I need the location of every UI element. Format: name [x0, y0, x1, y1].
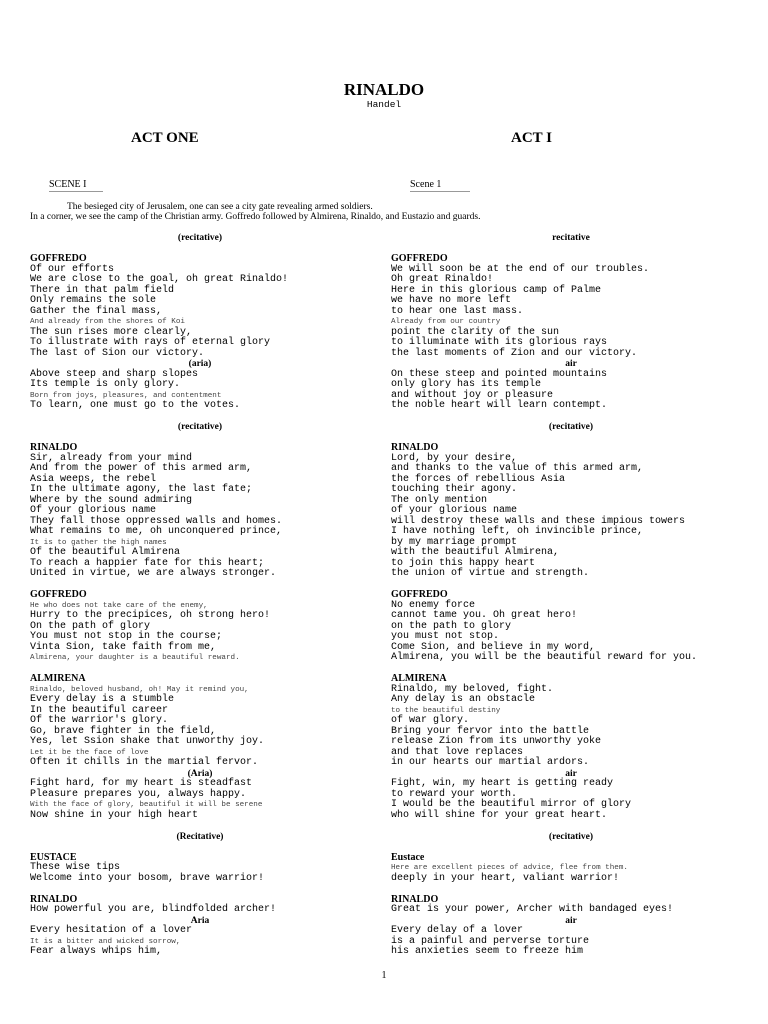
libretto-line: to reward your worth. — [391, 788, 518, 800]
spacer — [30, 433, 370, 444]
stage-direction-line-1: The besieged city of Jerusalem, one can see a city gate revealing armed soldiers. — [67, 202, 373, 212]
spacer — [30, 412, 370, 423]
libretto-line: Of the warrior's glory. — [30, 715, 169, 726]
spacer — [30, 884, 370, 895]
libretto-line: How powerful you are, blindfolded archer! — [30, 904, 277, 915]
libretto-line: In the beautiful career — [30, 704, 169, 716]
libretto-line: Go, brave fighter in the field, — [30, 725, 217, 737]
libretto-line: by my marriage prompt — [391, 536, 518, 548]
libretto-line: of your glorious name — [391, 505, 518, 516]
section-label: recitative — [552, 233, 590, 243]
section-label: (recitative) — [177, 233, 223, 243]
libretto-line: to join this happy heart — [391, 557, 536, 569]
libretto-line: the last moments of Zion and our victory. — [391, 347, 638, 359]
libretto-line: Almirena, your daughter is a beautiful reward. — [30, 654, 240, 662]
speaker-name: ALMIRENA — [391, 673, 447, 684]
libretto-line: It is a bitter and wicked sorrow, — [30, 937, 181, 946]
libretto-line: No enemy force — [391, 599, 476, 611]
libretto-line: the noble heart will learn contempt. — [391, 400, 608, 411]
libretto-line: Where by the sound admiring — [30, 494, 193, 506]
libretto-line: Welcome into your bosom, brave warrior! — [30, 872, 265, 884]
section-label: (Aria) — [187, 768, 213, 779]
speaker-name: GOFFREDO — [391, 253, 448, 264]
libretto-line: Gather the final mass, — [30, 305, 163, 317]
libretto-line: on the path to glory — [391, 620, 512, 632]
speaker-name: Eustace — [391, 851, 425, 863]
libretto-line: point the clarity of the sun — [391, 326, 560, 338]
page-number: 1 — [381, 970, 387, 981]
libretto-line: Here are excellent pieces of advice, flee from them. — [391, 864, 628, 872]
libretto-line: Sir, already from your mind — [30, 452, 193, 464]
libretto-line: Any delay is an obstacle — [391, 694, 536, 705]
libretto-line: to illuminate with its glorious rays — [391, 337, 608, 348]
libretto-line: the forces of rebellious Asia — [391, 473, 566, 485]
libretto-line: Let it be the face of love — [30, 748, 149, 757]
speaker-name: RINALDO — [391, 893, 439, 905]
libretto-line: deeply in your heart, valiant warrior! — [391, 872, 620, 884]
libretto-line: release Zion from its unworthy yoke — [391, 736, 602, 747]
libretto-line: of war glory. — [391, 715, 470, 726]
speaker-name: EUSTACE — [30, 851, 77, 863]
spacer — [391, 842, 751, 853]
libretto-line: I would be the beautiful mirror of glory — [391, 799, 632, 810]
libretto-line: Of the beautiful Almirena — [30, 547, 181, 558]
libretto-line: Oh great Rinaldo! — [391, 274, 494, 285]
libretto-line: To reach a happier fate for this heart; — [30, 557, 265, 569]
libretto-line: Bring your fervor into the battle — [391, 725, 590, 737]
libretto-line: you must not stop. — [391, 631, 500, 642]
libretto-line: On the path of glory — [30, 620, 151, 632]
libretto-line: United in virtue, we are always stronger. — [30, 568, 277, 579]
spacer — [30, 842, 370, 853]
libretto-line: Of your glorious name — [30, 505, 157, 516]
libretto-line: To learn, one must go to the votes. — [30, 400, 241, 411]
libretto-line: Its temple is only glory. — [30, 379, 181, 390]
libretto-line: Lord, by your desire, — [391, 452, 518, 464]
libretto-line: and without joy or pleasure — [391, 389, 554, 401]
libretto-line: cannot tame you. Oh great hero! — [391, 610, 578, 621]
scene-heading-left: SCENE I — [49, 179, 103, 192]
speaker-name: GOFFREDO — [30, 589, 87, 600]
libretto-line: Fight, win, my heart is getting ready — [391, 778, 614, 789]
act-heading-left: ACT ONE — [131, 130, 199, 146]
spacer — [391, 884, 751, 895]
libretto-line: Every delay is a stumble — [30, 694, 175, 705]
libretto-line: we have no more left — [391, 295, 512, 306]
libretto-line: And already from the shores of Koi — [30, 318, 185, 326]
libretto-line: Vinta Sion, take faith from me, — [30, 641, 217, 653]
libretto-line: and thanks to the value of this armed arm, — [391, 463, 644, 474]
libretto-line: What remains to me, oh unconquered prince, — [30, 526, 283, 537]
libretto-line: Born from joys, pleasures, and contentment — [30, 391, 222, 400]
composer-name: Handel — [366, 99, 402, 110]
libretto-line: The only mention — [391, 494, 488, 506]
libretto-line: is a painful and perverse torture — [391, 935, 590, 947]
libretto-line: To illustrate with rays of eternal glory — [30, 337, 271, 348]
libretto-line: Fear always whips him, — [30, 946, 163, 957]
libretto-line: Asia weeps, the rebel — [30, 473, 157, 485]
libretto-line: I have nothing left, oh invincible prince, — [391, 526, 644, 537]
libretto-line: Hurry to the precipices, oh strong hero! — [30, 610, 271, 621]
libretto-line: Already from our country — [391, 318, 501, 326]
libretto-line: only glory has its temple — [391, 379, 542, 390]
libretto-line: Only remains the sole — [30, 295, 157, 306]
spacer — [391, 412, 751, 423]
libretto-line: will destroy these walls and these impious towers — [391, 515, 686, 527]
speaker-name: GOFFREDO — [391, 589, 448, 600]
libretto-line: He who does not take care of the enemy, — [30, 601, 208, 610]
section-label: air — [565, 768, 577, 779]
speaker-name: GOFFREDO — [30, 253, 87, 264]
libretto-line: in our hearts our martial ardors. — [391, 757, 590, 768]
spacer — [30, 821, 370, 832]
libretto-line: Rinaldo, beloved husband, oh! May it remind you, — [30, 685, 249, 694]
libretto-line: They fall those oppressed walls and homes. — [30, 515, 283, 527]
spacer — [391, 433, 751, 444]
act-heading-right: ACT I — [511, 130, 552, 146]
libretto-line: with the beautiful Almirena, — [391, 547, 560, 558]
libretto-line: his anxieties seem to freeze him — [391, 946, 584, 957]
section-label: (recitative) — [548, 422, 594, 432]
libretto-line: Every hesitation of a lover — [30, 925, 193, 936]
libretto-line: The sun rises more clearly, — [30, 326, 193, 338]
section-label: (recitative) — [548, 831, 594, 842]
scene-heading-right: Scene 1 — [410, 179, 470, 192]
libretto-line: Yes, let Ssion shake that unworthy joy. — [30, 736, 265, 747]
libretto-line: Fight hard, for my heart is steadfast — [30, 778, 253, 789]
libretto-line: We will soon be at the end of our troubles. — [391, 263, 650, 275]
section-label: (Recitative) — [176, 831, 224, 842]
libretto-line: touching their agony. — [391, 484, 518, 495]
libretto-line: With the face of glory, beautiful it will be serene — [30, 801, 263, 809]
libretto-title: RINALDO — [343, 80, 425, 99]
libretto-line: Here in this glorious camp of Palme — [391, 284, 602, 296]
libretto-line: We are close to the goal, oh great Rinaldo! — [30, 274, 289, 285]
libretto-line: Of our efforts — [30, 263, 115, 275]
libretto-line: Often it chills in the martial fervor. — [30, 757, 259, 768]
section-label: air — [565, 359, 577, 369]
libretto-line: Rinaldo, my beloved, fight. — [391, 683, 554, 695]
section-label: (recitative) — [177, 422, 223, 432]
libretto-line: Come Sion, and believe in my word, — [391, 641, 596, 653]
translation-text-column — [391, 233, 751, 958]
libretto-line: the union of virtue and strength. — [391, 568, 590, 579]
libretto-line: Now shine in your high heart — [30, 809, 199, 821]
libretto-line: In the ultimate agony, the last fate; — [30, 484, 253, 495]
libretto-line: There in that palm field — [30, 284, 175, 296]
libretto-line: And from the power of this armed arm, — [30, 463, 253, 474]
libretto-line: Every delay of a lover — [391, 925, 524, 936]
spacer — [391, 821, 751, 832]
libretto-line: and that love replaces — [391, 746, 524, 758]
section-label: air — [565, 915, 577, 926]
libretto-line: The last of Sion our victory. — [30, 347, 205, 359]
speaker-name: RINALDO — [30, 893, 78, 905]
libretto-line: Pleasure prepares you, always happy. — [30, 788, 247, 800]
libretto-line: On these steep and pointed mountains — [391, 368, 608, 380]
libretto-line: You must not stop in the course; — [30, 631, 223, 642]
speaker-name: ALMIRENA — [30, 673, 86, 684]
libretto-line: to hear one last mass. — [391, 305, 524, 317]
libretto-line: Great is your power, Archer with bandaged eyes! — [391, 904, 674, 915]
libretto-line: It is to gather the high names — [30, 538, 167, 547]
libretto-line: who will shine for your great heart. — [391, 809, 608, 821]
original-text-column — [30, 233, 370, 958]
libretto-line: Almirena, you will be the beautiful reward for you. — [391, 652, 698, 663]
section-label: (aria) — [188, 359, 212, 369]
speaker-name: RINALDO — [391, 442, 439, 453]
speaker-name: RINALDO — [30, 442, 78, 453]
stage-direction-line-2: In a corner, we see the camp of the Christian army. Goffredo followed by Almirena, Rinaldo, and Eustazio and guards. — [30, 212, 481, 222]
libretto-line: to the beautiful destiny — [391, 706, 501, 715]
section-label: Aria — [190, 915, 210, 926]
libretto-line: Above steep and sharp slopes — [30, 368, 199, 380]
libretto-line: These wise tips — [30, 862, 121, 873]
